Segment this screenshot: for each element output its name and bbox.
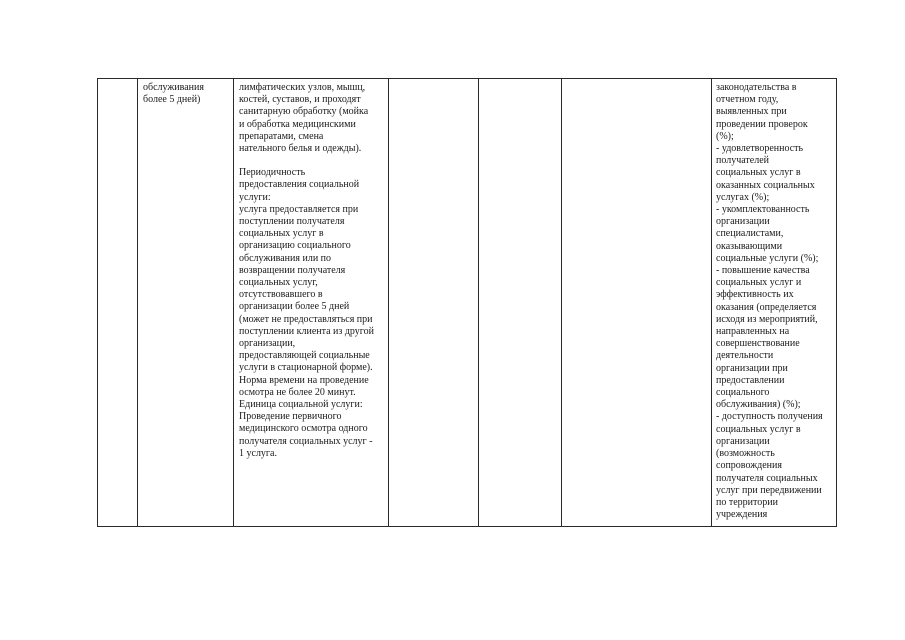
- column-divider: [137, 78, 138, 527]
- column-divider: [836, 78, 837, 527]
- table-top-border: [97, 78, 836, 79]
- cell-text: обслуживания более 5 дней): [143, 82, 204, 106]
- column-divider: [233, 78, 234, 527]
- cell-text: законодательства в отчетном году, выявленных при проведении проверок (%); - удовлетворенность получателей социальных услуг в оказанных социальных услугах (%); - укомплектованность организации специалистами, оказывающими социальные услуги (%); - повышение качества социальных услуг и эффективность их оказания (определяется исходя из мероприятий, направленных на совершенствование деятельности организации при предоставлении социального обслуживания) (%); - доступность получения социальных услуг в организации (возможность сопровождения получателя социальных услуг при передвижении по территории учреждения: [716, 82, 823, 521]
- column-divider: [561, 78, 562, 527]
- cell-text-periodicity: Периодичность предоставления социальной услуги: услуга предоставляется при поступлении получателя социальных услуг в организацию социального обслуживания или по возвращении получателя социальных услуг, отсутствовавшего в организации более 5 дней (может не предоставляться при поступлении клиента из другой организации, предоставляющей социальные услуги в стационарной форме). Норма времени на проведение осмотра не более 20 минут. Единица социальной услуги: Проведение первичного медицинского осмотра одного получателя социальных услуг - 1 услуга.: [239, 167, 374, 459]
- cell-service-description: [239, 82, 384, 460]
- table-bottom-border: [97, 526, 836, 527]
- column-divider: [711, 78, 712, 527]
- column-divider: [478, 78, 479, 527]
- cell-quality-indicators: [716, 82, 831, 521]
- cell-service-period: [143, 82, 229, 106]
- column-divider: [388, 78, 389, 527]
- column-divider: [97, 78, 98, 527]
- cell-text-procedure: лимфатических узлов, мышц, костей, суставов, и проходят санитарную обработку (мойка и обработка медицинскими препаратами, смена нательного белья и одежды).: [239, 82, 369, 155]
